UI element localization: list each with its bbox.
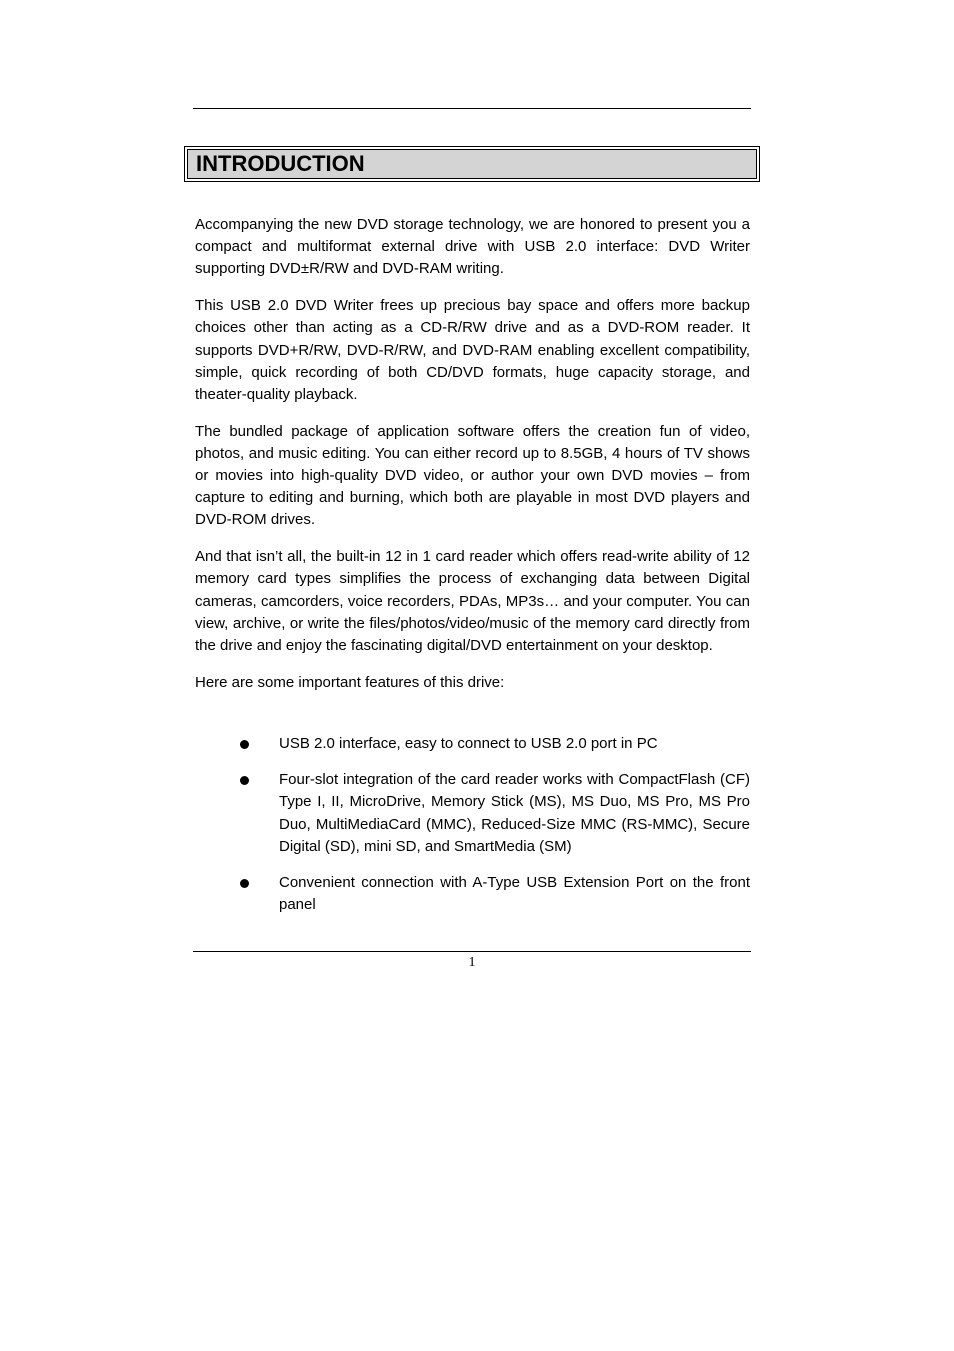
footer-rule xyxy=(193,951,751,952)
bullet-icon xyxy=(240,879,249,888)
paragraph-bay-space: This USB 2.0 DVD Writer frees up precious bay space and offers more backup choices other than acting as a CD-R/RW drive and as a DVD-ROM reader. It supports DVD+R/RW, DVD-R/RW, and DVD-RAM enabling excellent compatibility, simple, quick recording of both CD/DVD formats, huge capacity storage, and theater-quality playback. xyxy=(195,297,750,403)
feature-item-usb xyxy=(195,733,750,755)
feature-text: Four-slot integration of the card reader works with CompactFlash (CF) Type I, II, MicroDrive, Memory Stick (MS), MS Duo, MS Pro, MS Pro Duo, MultiMediaCard (MMC), Reduced-Size MMC (RS-MMC), Secure Digital (SD), mini SD, and SmartMedia (SM) xyxy=(279,771,750,855)
feature-item-extension-port xyxy=(195,872,750,916)
bullet-icon xyxy=(240,740,249,749)
page-number: 1 xyxy=(468,955,476,970)
feature-text: Convenient connection with A-Type USB Extension Port on the front panel xyxy=(279,874,750,914)
header-rule xyxy=(193,108,751,109)
section-title-inner xyxy=(187,149,757,179)
paragraph-features-lead: Here are some important features of this drive: xyxy=(195,673,505,691)
feature-list xyxy=(195,733,750,930)
paragraph-software: The bundled package of application software offers the creation fun of video, photos, and music editing. You can either record up to 8.5GB, 4 hours of TV shows or movies into high-quality DVD video, or author your own DVD movies – from capture to editing and burning, which both are playable in most DVD players and DVD-ROM drives. xyxy=(195,422,750,529)
section-title-box xyxy=(184,146,760,182)
page-title: INTRODUCTION xyxy=(196,151,365,176)
feature-text: USB 2.0 interface, easy to connect to USB 2.0 port in PC xyxy=(279,735,658,752)
feature-item-card-reader xyxy=(195,769,750,858)
paragraph-card-reader: And that isn’t all, the built-in 12 in 1 card reader which offers read-write ability of 12 memory card types simplifies the process of exchanging data between Digital cameras, camcorders, voice recorders, PDAs, MP3s… and your computer. You can view, archive, or write the files/photos/video/music of the memory card directly from the drive and enjoy the fascinating digital/DVD entertainment on your desktop. xyxy=(195,548,750,654)
bullet-icon xyxy=(240,776,249,785)
paragraph-intro: Accompanying the new DVD storage technology, we are honored to present you a compact and multiformat external drive with USB 2.0 interface: DVD Writer supporting DVD±R/RW and DVD-RAM writing. xyxy=(195,216,750,278)
body-text xyxy=(195,214,750,708)
